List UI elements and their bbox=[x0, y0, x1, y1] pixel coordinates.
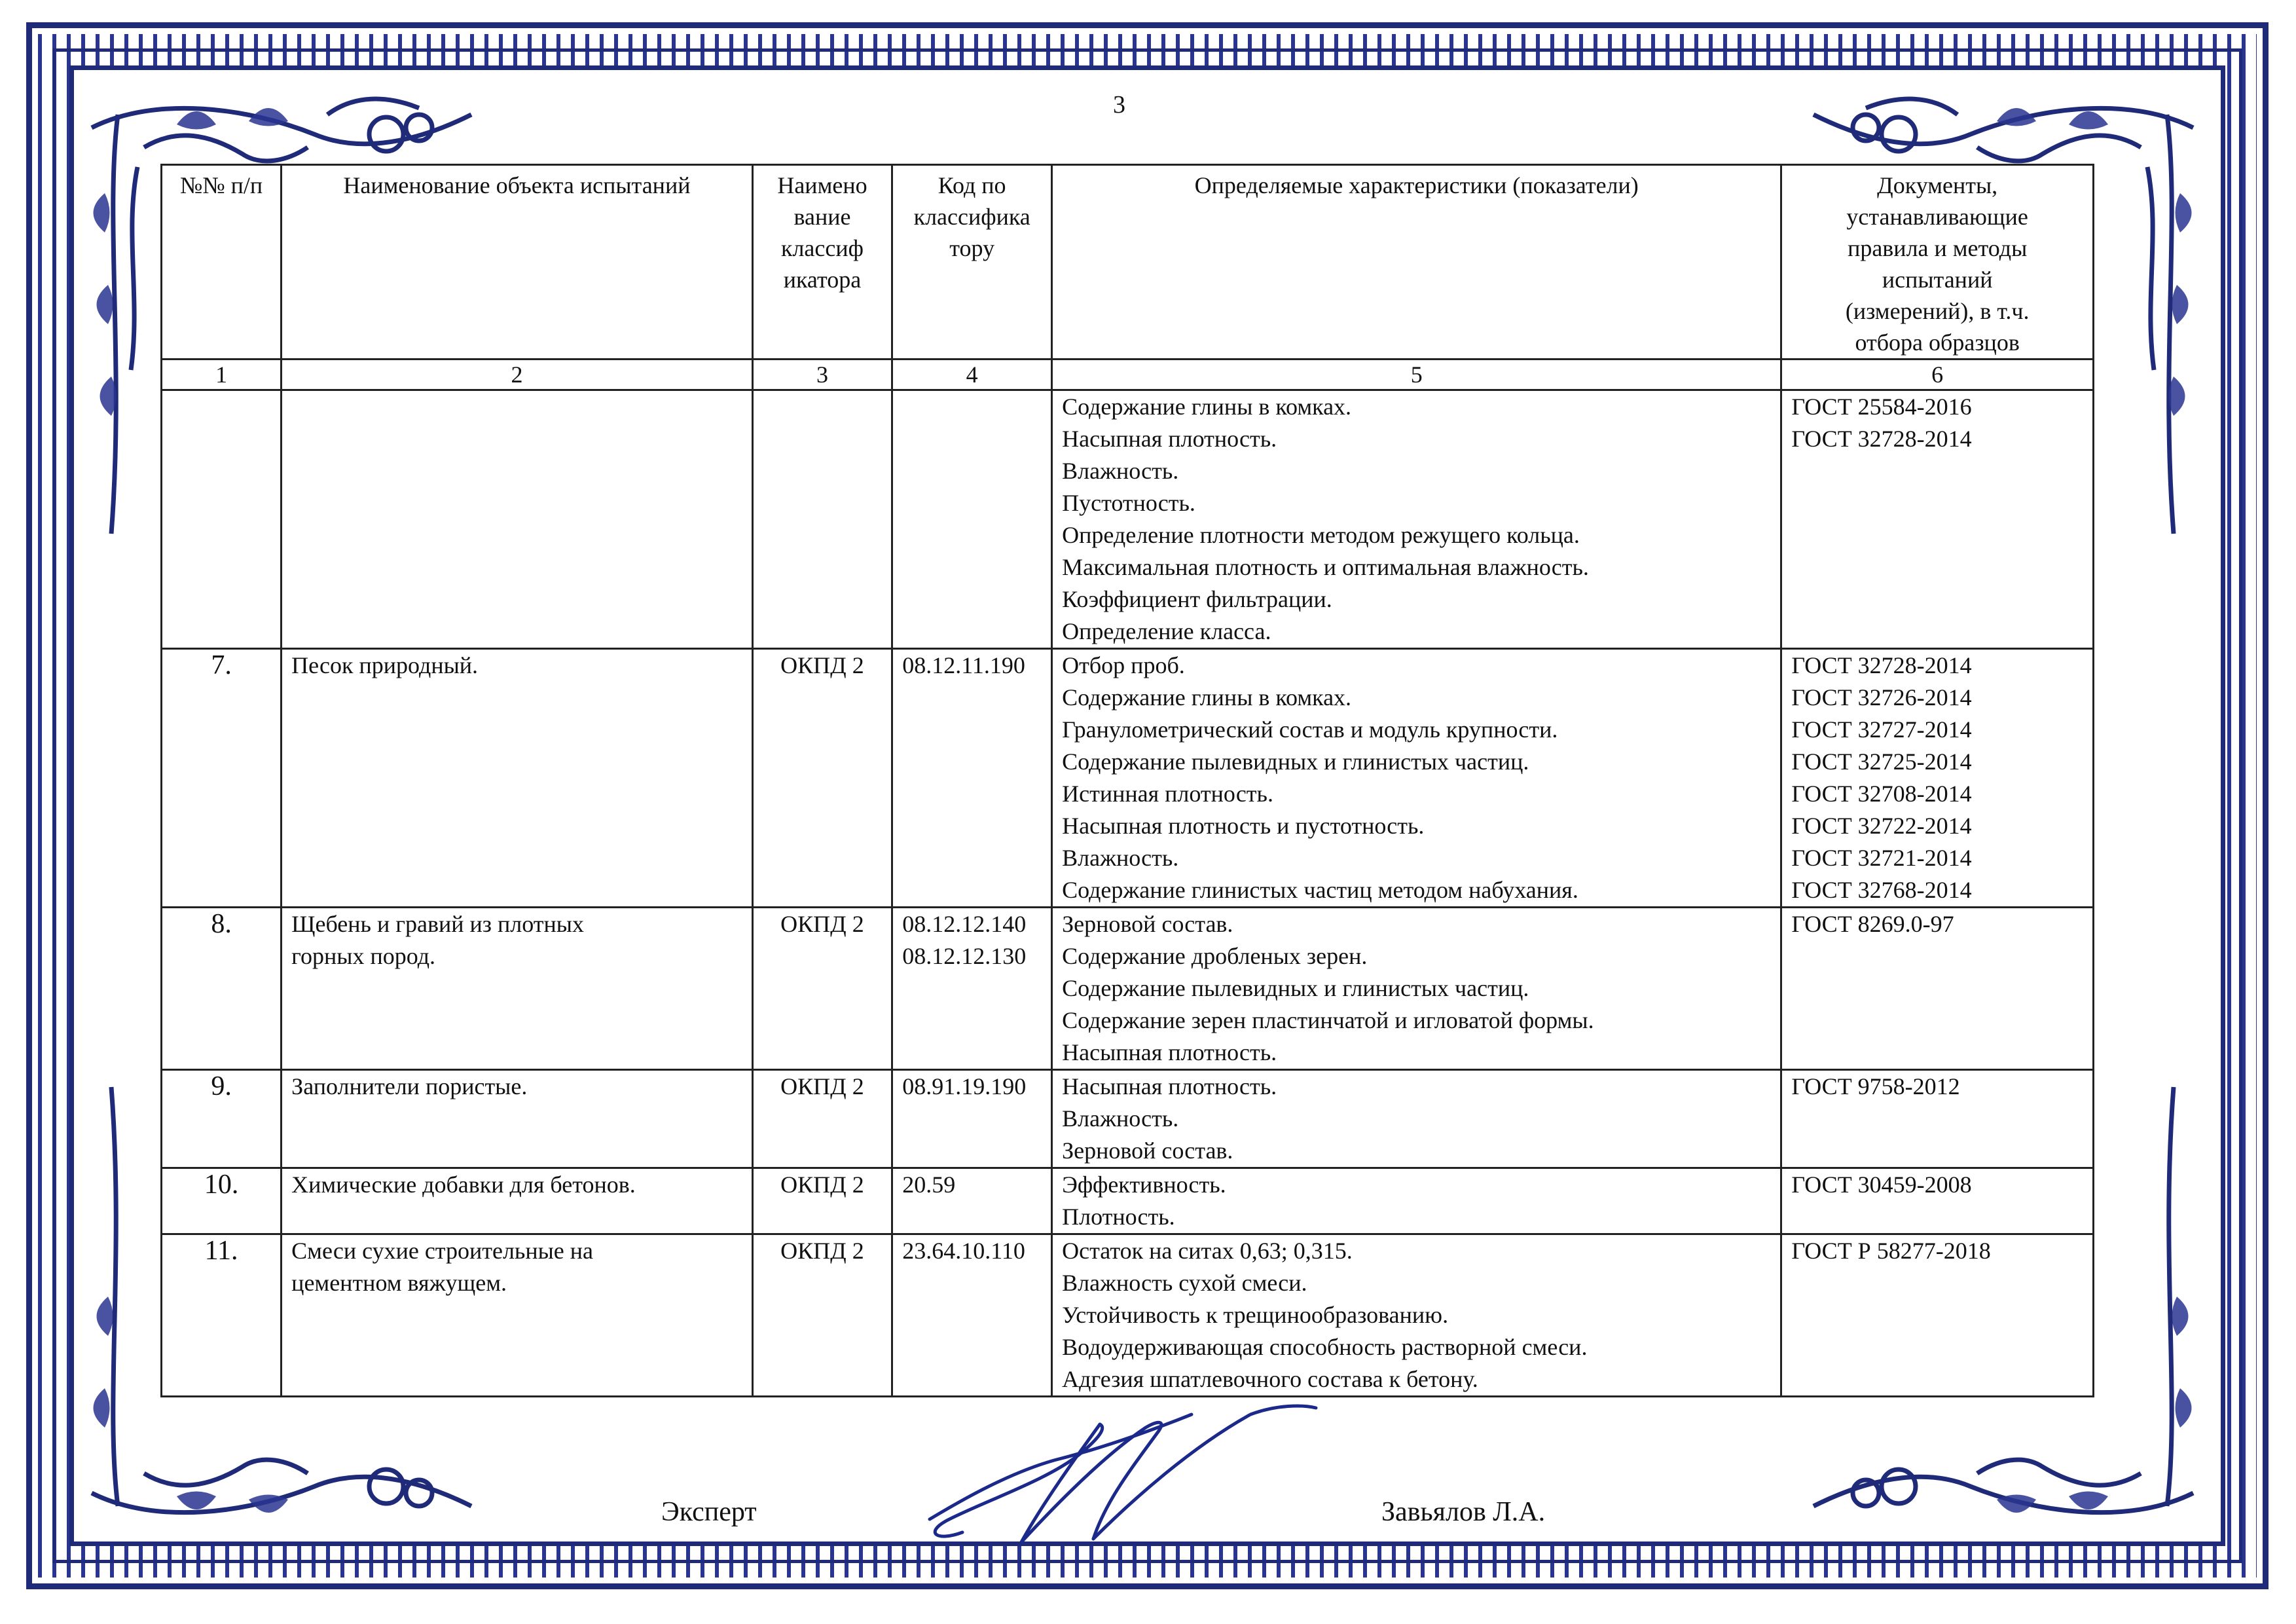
classifier-name: ОКПД 2 bbox=[752, 1234, 892, 1397]
header-text-line: Код по bbox=[938, 172, 1006, 198]
document-item: ГОСТ 9758-2012 bbox=[1791, 1073, 1960, 1099]
object-name-line: Песок природный. bbox=[291, 652, 479, 678]
documents-list bbox=[1781, 1070, 2094, 1168]
code-line: 08.12.12.130 bbox=[902, 943, 1027, 969]
header-col-classifier bbox=[752, 165, 892, 360]
classifier-name bbox=[752, 390, 892, 649]
test-object-name bbox=[282, 908, 753, 1070]
characteristic-item: Определение класса. bbox=[1062, 618, 1271, 644]
header-text-line: классиф bbox=[780, 235, 864, 261]
document-item: ГОСТ 32727-2014 bbox=[1791, 716, 1972, 743]
classifier-code bbox=[892, 390, 1052, 649]
characteristic-item: Коэффициент фильтрации. bbox=[1062, 586, 1332, 612]
characteristic-item: Пустотность. bbox=[1062, 490, 1195, 516]
document-item: ГОСТ 32768-2014 bbox=[1791, 877, 1972, 903]
characteristic-item: Зерновой состав. bbox=[1062, 911, 1233, 937]
characteristic-item: Влажность. bbox=[1062, 458, 1179, 484]
header-col-number: №№ п/п bbox=[162, 165, 282, 360]
table-row bbox=[162, 908, 2094, 1070]
header-text-line: отбора образцов bbox=[1855, 329, 2020, 356]
document-item: ГОСТ 32708-2014 bbox=[1791, 781, 1972, 807]
row-number bbox=[162, 390, 282, 649]
row-number: 10. bbox=[162, 1168, 282, 1234]
document-item: ГОСТ 30459-2008 bbox=[1791, 1172, 1972, 1198]
header-text-line: Документы, bbox=[1877, 172, 1998, 198]
column-number: 2 bbox=[282, 360, 753, 390]
characteristic-item: Содержание зерен пластинчатой и игловатой формы. bbox=[1062, 1007, 1594, 1033]
characteristic-item: Эффективность. bbox=[1062, 1172, 1226, 1198]
code-line: 23.64.10.110 bbox=[902, 1238, 1025, 1264]
header-col-object: Наименование объекта испытаний bbox=[282, 165, 753, 360]
header-text-line: испытаний bbox=[1882, 267, 1993, 293]
classifier-code bbox=[892, 908, 1052, 1070]
header-text-line: (измерений), в т.ч. bbox=[1845, 298, 2030, 324]
table-row bbox=[162, 390, 2094, 649]
test-objects-table bbox=[160, 164, 2094, 1397]
expert-label: Эксперт bbox=[661, 1497, 757, 1527]
row-number: 7. bbox=[162, 649, 282, 908]
characteristic-item: Влажность сухой смеси. bbox=[1062, 1270, 1307, 1296]
table-row bbox=[162, 1234, 2094, 1397]
characteristic-item: Влажность. bbox=[1062, 1105, 1179, 1132]
characteristic-item: Насыпная плотность. bbox=[1062, 1073, 1277, 1099]
column-number: 6 bbox=[1781, 360, 2094, 390]
document-item: ГОСТ 8269.0-97 bbox=[1791, 911, 1954, 937]
header-text-line: Наимено bbox=[777, 172, 867, 198]
header-text-line: правила и методы bbox=[1848, 235, 2028, 261]
page-number: 3 bbox=[1113, 91, 1125, 119]
object-name-line: Заполнители пористые. bbox=[291, 1073, 528, 1099]
classifier-code bbox=[892, 1168, 1052, 1234]
table-row bbox=[162, 649, 2094, 908]
characteristic-item: Насыпная плотность. bbox=[1062, 1039, 1277, 1065]
code-line: 08.91.19.190 bbox=[902, 1073, 1027, 1099]
object-name-line: Щебень и гравий из плотных bbox=[291, 911, 584, 937]
characteristic-item: Максимальная плотность и оптимальная влажность. bbox=[1062, 554, 1589, 580]
characteristic-item: Насыпная плотность. bbox=[1062, 426, 1277, 452]
test-object-name bbox=[282, 1168, 753, 1234]
characteristics-list bbox=[1052, 1070, 1781, 1168]
test-object-name bbox=[282, 1234, 753, 1397]
column-number: 5 bbox=[1052, 360, 1781, 390]
code-line: 08.12.11.190 bbox=[902, 652, 1025, 678]
classifier-name: ОКПД 2 bbox=[752, 649, 892, 908]
document-item: ГОСТ Р 58277-2018 bbox=[1791, 1238, 1991, 1264]
test-object-name bbox=[282, 1070, 753, 1168]
documents-list bbox=[1781, 390, 2094, 649]
characteristics-list bbox=[1052, 1168, 1781, 1234]
classifier-code bbox=[892, 1234, 1052, 1397]
characteristic-item: Плотность. bbox=[1062, 1204, 1175, 1230]
document-item: ГОСТ 32725-2014 bbox=[1791, 748, 1972, 775]
row-number: 11. bbox=[162, 1234, 282, 1397]
characteristic-item: Устойчивость к трещинообразованию. bbox=[1062, 1302, 1449, 1328]
code-line: 08.12.12.140 bbox=[902, 911, 1027, 937]
characteristic-item: Остаток на ситах 0,63; 0,315. bbox=[1062, 1238, 1353, 1264]
classifier-code bbox=[892, 1070, 1052, 1168]
header-text-line: вание bbox=[793, 204, 851, 230]
characteristic-item: Содержание глины в комках. bbox=[1062, 684, 1352, 710]
characteristic-item: Содержание глины в комках. bbox=[1062, 394, 1352, 420]
characteristic-item: Содержание глинистых частиц методом набухания. bbox=[1062, 877, 1578, 903]
object-name-line: цементном вяжущем. bbox=[291, 1270, 507, 1296]
documents-list bbox=[1781, 908, 2094, 1070]
header-text-line: икатора bbox=[783, 267, 862, 293]
object-name-line: Смеси сухие строительные на bbox=[291, 1238, 594, 1264]
header-text-line: классифика bbox=[913, 204, 1030, 230]
characteristic-item: Содержание пылевидных и глинистых частиц. bbox=[1062, 748, 1529, 775]
characteristic-item: Истинная плотность. bbox=[1062, 781, 1273, 807]
table-row bbox=[162, 1070, 2094, 1168]
document-item: ГОСТ 32726-2014 bbox=[1791, 684, 1972, 710]
documents-list bbox=[1781, 1234, 2094, 1397]
characteristics-list bbox=[1052, 908, 1781, 1070]
characteristic-item: Влажность. bbox=[1062, 845, 1179, 871]
column-number: 4 bbox=[892, 360, 1052, 390]
characteristic-item: Отбор проб. bbox=[1062, 652, 1185, 678]
characteristic-item: Адгезия шпатлевочного состава к бетону. bbox=[1062, 1366, 1478, 1392]
table-body bbox=[162, 390, 2094, 1397]
header-text-line: тору bbox=[949, 235, 995, 261]
documents-list bbox=[1781, 649, 2094, 908]
header-text-line: устанавливающие bbox=[1846, 204, 2028, 230]
header-col-characteristics: Определяемые характеристики (показатели) bbox=[1052, 165, 1781, 360]
documents-list bbox=[1781, 1168, 2094, 1234]
classifier-code bbox=[892, 649, 1052, 908]
test-object-name bbox=[282, 649, 753, 908]
column-number: 1 bbox=[162, 360, 282, 390]
column-number-row bbox=[162, 360, 2094, 390]
document-item: ГОСТ 32728-2014 bbox=[1791, 652, 1972, 678]
expert-name: Завьялов Л.А. bbox=[1381, 1497, 1546, 1527]
document-item: ГОСТ 32728-2014 bbox=[1791, 426, 1972, 452]
characteristic-item: Содержание дробленых зерен. bbox=[1062, 943, 1368, 969]
document-item: ГОСТ 32722-2014 bbox=[1791, 813, 1972, 839]
document-item: ГОСТ 32721-2014 bbox=[1791, 845, 1972, 871]
header-col-documents bbox=[1781, 165, 2094, 360]
object-name-line: горных пород. bbox=[291, 943, 436, 969]
row-number: 9. bbox=[162, 1070, 282, 1168]
code-line: 20.59 bbox=[902, 1172, 956, 1198]
characteristic-item: Гранулометрический состав и модуль крупности. bbox=[1062, 716, 1558, 743]
characteristic-item: Зерновой состав. bbox=[1062, 1137, 1233, 1164]
header-col-code bbox=[892, 165, 1052, 360]
table-row bbox=[162, 1168, 2094, 1234]
table-header-row bbox=[162, 165, 2094, 360]
document-item: ГОСТ 25584-2016 bbox=[1791, 394, 1972, 420]
row-number: 8. bbox=[162, 908, 282, 1070]
characteristic-item: Содержание пылевидных и глинистых частиц. bbox=[1062, 975, 1529, 1001]
characteristic-item: Водоудерживающая способность растворной смеси. bbox=[1062, 1334, 1588, 1360]
column-number: 3 bbox=[752, 360, 892, 390]
characteristic-item: Определение плотности методом режущего кольца. bbox=[1062, 522, 1580, 548]
handwritten-signature bbox=[910, 1401, 1329, 1552]
characteristics-list bbox=[1052, 1234, 1781, 1397]
classifier-name: ОКПД 2 bbox=[752, 1070, 892, 1168]
classifier-name: ОКПД 2 bbox=[752, 1168, 892, 1234]
characteristic-item: Насыпная плотность и пустотность. bbox=[1062, 813, 1425, 839]
test-object-name bbox=[282, 390, 753, 649]
classifier-name: ОКПД 2 bbox=[752, 908, 892, 1070]
characteristics-list bbox=[1052, 649, 1781, 908]
object-name-line: Химические добавки для бетонов. bbox=[291, 1172, 636, 1198]
characteristics-list bbox=[1052, 390, 1781, 649]
